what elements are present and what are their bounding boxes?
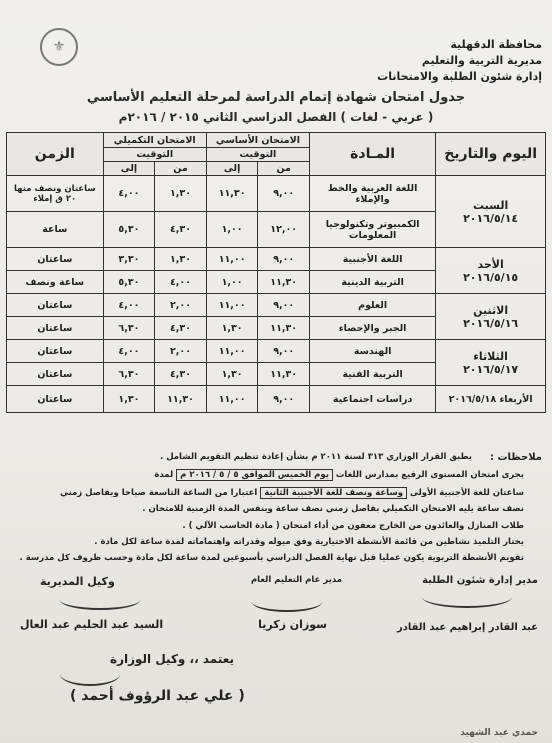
header-basic-to: إلى (206, 162, 258, 176)
basic-to-cell: ١,٠٠ (206, 212, 258, 248)
note-2-text: يجرى امتحان المستوى الرفيع بمدارس اللغات (335, 470, 524, 480)
date-label: ٢٠١٦/٥/١٥ (463, 270, 519, 284)
basic-to-cell: ١١,٠٠ (206, 248, 258, 271)
date-label: ٢٠١٦/٥/١٤ (463, 211, 519, 225)
note-3-first-lang: ساعتان للغة الأجنبية الأولى (409, 488, 524, 498)
basic-from-cell: ٩,٠٠ (258, 386, 310, 413)
basic-to-cell: ١١,٠٠ (206, 386, 258, 413)
supp-to-cell: ٥,٣٠ (103, 271, 155, 294)
duration-cell: ساعتان (7, 363, 104, 386)
subject-cell: دراسات اجتماعية (310, 386, 436, 413)
duration-cell: ساعتان (7, 386, 104, 413)
note-5: طلاب المنازل والعائدون من الخارج معفون من أداء امتحان ( مادة الحاسب الآلي ) . (182, 521, 524, 531)
supp-to-cell: ١,٣٠ (103, 386, 155, 413)
supp-to-cell: ٤,٠٠ (103, 340, 155, 363)
day-date-cell (436, 340, 546, 386)
page-title: جدول امتحان شهادة إتمام الدراسة لمرحلة التعليم الأساسي (86, 90, 466, 105)
basic-from-cell: ٩,٠٠ (258, 340, 310, 363)
subject-cell: العلوم (310, 294, 436, 317)
table-row (7, 294, 546, 317)
supp-from-cell: ١١,٣٠ (155, 386, 207, 413)
basic-to-cell: ١١,٠٠ (206, 294, 258, 317)
duration-cell: ساعتان (7, 340, 104, 363)
supp-to-cell: ٣,٣٠ (103, 248, 155, 271)
duration-cell: ساعتان (7, 248, 104, 271)
note-2 (154, 470, 524, 480)
signature-name-deputy: السيد عبد الحليم عبد العال (20, 618, 164, 631)
exam-schedule-table (6, 132, 546, 413)
note-4: نصف ساعة يليه الامتحان التكميلي بفاصل زمني نصف ساعة وبنفس المدة الزمنية للامتحان . (142, 504, 524, 514)
basic-from-cell: ١١,٣٠ (258, 363, 310, 386)
subject-cell: التربية الفنية (310, 363, 436, 386)
ministry-deputy-name: ( علي عبد الرؤوف أحمد ) (70, 688, 245, 704)
signature-mark-3 (60, 590, 140, 610)
date-label: ٢٠١٦/٥/١٨ (448, 393, 497, 405)
note-3-start: اعتبارا من الساعة التاسعة صباحا وبفاصل زمني (59, 488, 258, 498)
note-6: يختار التلميذ نشاطين من قائمة الأنشطة الاختيارية وفق ميوله وقدراته واهتماماته لمدة ساعة لكل مادة . (94, 537, 524, 547)
duration-cell: ساعتان ونصف منها ٢٠ ق إملاء (7, 176, 104, 212)
note-2-duration: لمدة (154, 470, 174, 480)
table-row (7, 340, 546, 363)
header-supp-timing: التوقيت (103, 148, 206, 162)
day-date-cell (436, 176, 546, 248)
subject-cell: اللغة الأجنبية (310, 248, 436, 271)
signature-title-deputy: وكيل المديرية (40, 575, 115, 588)
signature-mark-4 (60, 662, 120, 686)
seal-icon: ⚜ (40, 28, 78, 66)
supp-to-cell: ٦,٣٠ (103, 317, 155, 340)
header-basic-timing: التوقيت (206, 148, 309, 162)
note-2-date: يوم الخميس الموافق ٥ / ٥ / ٢٠١٦ م (176, 469, 333, 481)
header-governorate: محافظة الدقهلية (450, 38, 542, 51)
header-day-date: اليوم والتاريخ (436, 133, 546, 176)
date-label: ٢٠١٦/٥/١٧ (463, 362, 519, 376)
subject-cell: اللغة العربية والخط والإملاء (310, 176, 436, 212)
signature-title-students-affairs: مدير إدارة شئون الطلبة (422, 575, 538, 586)
signature-title-general-director: مدير عام التعليم العام (250, 575, 342, 585)
basic-from-cell: ٩,٠٠ (258, 248, 310, 271)
header-directorate: مديرية التربية والتعليم (421, 54, 542, 67)
subject-cell: التربية الدينية (310, 271, 436, 294)
basic-to-cell: ١١,٠٠ (206, 340, 258, 363)
note-7: تقويم الأنشطة التربوية يكون عمليا قبل نهاية الفصل الدراسي بأسبوعين لمدة ساعة لكل مادة وحسب ظروف كل مدرسة . (19, 553, 524, 563)
signature-name-students-affairs: عبد القادر إبراهيم عبد القادر (396, 622, 538, 633)
duration-cell: ساعة ونصف (7, 271, 104, 294)
basic-from-cell: ١١,٣٠ (258, 271, 310, 294)
supp-to-cell: ٤,٠٠ (103, 294, 155, 317)
approval-label: يعتمد ،، وكيل الوزارة (110, 652, 235, 666)
day-date-cell (436, 248, 546, 294)
header-supp-from: من (155, 162, 207, 176)
header-duration: الزمن (7, 133, 104, 176)
note-3 (60, 488, 524, 498)
day-label: السبت (473, 198, 509, 212)
header-supp-to: إلى (103, 162, 155, 176)
supp-to-cell: ٥,٣٠ (103, 212, 155, 248)
supp-from-cell: ١,٣٠ (155, 176, 207, 212)
day-label: الأحد (477, 257, 504, 271)
note-1: يطبق القرار الوزاري ٣١٣ لسنة ٢٠١١ م بشأن إعادة تنظيم التقويم الشامل . (160, 452, 472, 462)
basic-to-cell: ١,٣٠ (206, 363, 258, 386)
table-row (7, 248, 546, 271)
note-3-second-lang: وساعة ونصف للغة الأجنبية الثانية (260, 487, 407, 499)
signature-mark-2 (252, 592, 322, 612)
header-supplementary-exam: الامتحان التكميلي (103, 133, 206, 148)
supp-to-cell: ٤,٠٠ (103, 176, 155, 212)
supp-from-cell: ٤,٠٠ (155, 271, 207, 294)
supp-from-cell: ٤,٣٠ (155, 317, 207, 340)
day-label: الأربعاء (499, 393, 533, 405)
date-label: ٢٠١٦/٥/١٦ (463, 316, 519, 330)
table-row (7, 176, 546, 212)
duration-cell: ساعتان (7, 317, 104, 340)
footer-name: حمدي عبد الشهيد (460, 728, 538, 738)
duration-cell: ساعتان (7, 294, 104, 317)
basic-to-cell: ١١,٣٠ (206, 176, 258, 212)
supp-from-cell: ٢,٠٠ (155, 294, 207, 317)
table-row (7, 386, 546, 413)
supp-from-cell: ٤,٣٠ (155, 212, 207, 248)
header-basic-exam: الامتحان الأساسي (206, 133, 309, 148)
signature-mark-1 (422, 586, 512, 608)
header-basic-from: من (258, 162, 310, 176)
basic-to-cell: ١,٠٠ (206, 271, 258, 294)
subject-cell: الجبر والإحصاء (310, 317, 436, 340)
page-subtitle: ( عربي - لغات ) الفصل الدراسي الثاني ٢٠١٥ / ٢٠١٦م (118, 110, 434, 124)
subject-cell: الهندسة (310, 340, 436, 363)
basic-from-cell: ٩,٠٠ (258, 294, 310, 317)
basic-from-cell: ١١,٣٠ (258, 317, 310, 340)
basic-from-cell: ١٢,٠٠ (258, 212, 310, 248)
basic-to-cell: ١,٣٠ (206, 317, 258, 340)
day-label: الاثنين (473, 303, 509, 317)
subject-cell: الكمبيوتر وتكنولوجيا المعلومات (310, 212, 436, 248)
supp-from-cell: ٢,٠٠ (155, 340, 207, 363)
supp-to-cell: ٦,٣٠ (103, 363, 155, 386)
day-date-cell (436, 294, 546, 340)
signature-name-general-director: سوزان زكريا (258, 618, 327, 631)
supp-from-cell: ٤,٣٠ (155, 363, 207, 386)
day-label: الثلاثاء (473, 349, 508, 363)
basic-from-cell: ٩,٠٠ (258, 176, 310, 212)
duration-cell: ساعة (7, 212, 104, 248)
header-department: إدارة شئون الطلبة والامتحانات (377, 70, 542, 83)
supp-from-cell: ١,٣٠ (155, 248, 207, 271)
day-date-cell (436, 386, 546, 413)
notes-label: ملاحظات : (489, 452, 542, 463)
header-subject: المـادة (310, 133, 436, 176)
